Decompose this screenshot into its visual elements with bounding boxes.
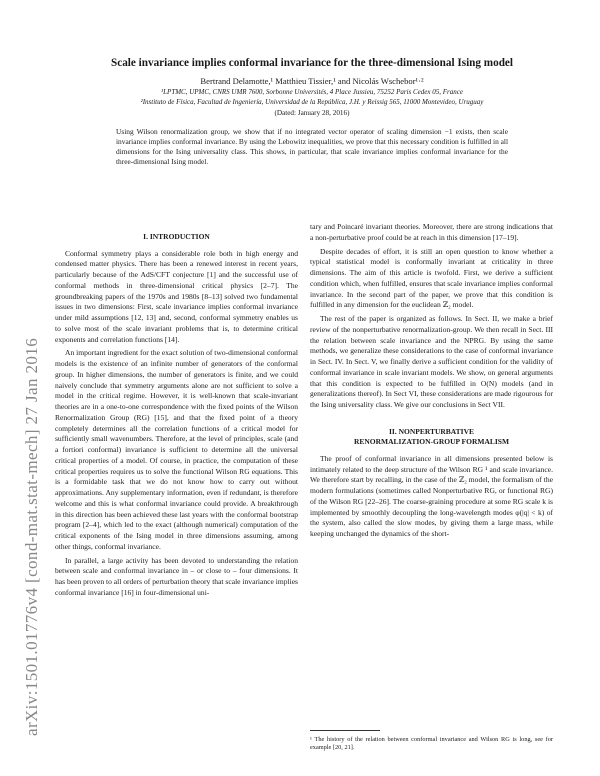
paragraph: In parallel, a large activity has been devoted to understanding the relation between scale and conformal invariance in – or close to – four dimensions. It has been proven to all orders of perturbation theory that scale invariance implies conformal invariance [16] in four-dimensional uni- <box>55 555 298 597</box>
author-list: Bertrand Delamotte,¹ Matthieu Tissier,¹ and Nicolás Wschebor¹·² <box>200 76 424 86</box>
affiliation-2: ²Instituto de Física, Facultad de Ingeniería, Universidad de la República, J.H. y Reissig 565, 11000 Montevideo, Uruguay <box>140 98 484 106</box>
abstract: Using Wilson renormalization group, we show that if no integrated vector operator of scaling dimension −1 exists, then scale invariance implies conformal invariance. By using the Lebowitz inequalities, we prove that this necessary condition is fulfilled in all dimensions for the Ising universality class. This shows, in particular, that scale invariance implies conformal invariance for the three-dimensional Ising model. <box>116 127 509 167</box>
affiliation-1: ¹LPTMC, UPMC, CNRS UMR 7600, Sorbonne Universités, 4 Place Jussieu, 75252 Paris Cedex 05, France <box>161 88 463 96</box>
arxiv-stamp-margin <box>6 160 41 760</box>
section-heading-nprg-line1: II. NONPERTURBATIVE <box>388 426 475 436</box>
paragraph: The rest of the paper is organized as follows. In Sect. II, we make a brief review of the nonperturbative renormalization-group. We then recall in Sect. III the relation between scale invariance and the NPRG. By using the same methods, we generalize these considerations to the case of conformal invariance in Sect. IV. In Sect. V, we finally derive a sufficient condition for the validity of conformal invariance in scale invariant models. We show, on general arguments that this condition is expected to be fulfilled in O(N) models (and in generalizations thereof). In Sect VI, these considerations are made rigourous for the Ising universality class. We give our conclusions in Sect VII. <box>310 314 553 409</box>
paragraph: The proof of conformal invariance in all dimensions presented below is intimately related to the deep structure of the Wilson RG ¹ and scale invariance. We therefore start by recalling, in the case of the ℤ₂ model, the formalism of the modern formulations (sometimes called Nonperturbative RG, or functional RG) of the Wilson RG [22–26]. The coarse-graining procedure at some RG scale k is implemented by smoothly decoupling the long-wavelength modes φ(|q| < k) of the system, also called the slow modes, by giving them a large mass, while keeping unchanged the dynamics of the short- <box>310 453 553 538</box>
section-heading-nprg-line2: RENORMALIZATION-GROUP FORMALISM <box>353 437 510 447</box>
paragraph: tary and Poincaré invariant theories. Moreover, there are strong indications that a non-perturbative proof could be at reach in this dimension [17–19]. <box>310 222 553 242</box>
footnote: ¹ The history of the relation between conformal invariance and Wilson RG is long, see for example [20, 21]. <box>310 736 553 752</box>
arxiv-stamp: arXiv:1501.01776v4 [cond-mat.stat-mech] 27 Jan 2016 <box>22 337 41 736</box>
paragraph: An important ingredient for the exact solution of two-dimensional conformal models is the existence of an infinite number of generators of the conformal group. In higher dimensions, the number of generators is finite, and we could naively conclude that symmetry arguments alone are not sufficient to solve a model in the critical regime. However, it is well-known that scale-invariant theories are in a one-to-one correspondence with the fixed points of the Wilson Renormalization Group (RG) [15], and that the fixed point of a theory completely determines all the correlation functions of a critical model for sufficiently small wavenumbers. Therefore, at the level of principles, scale (and a fortiori conformal) invariance is sufficient to determine all the universal critical properties of a model. Of course, in practice, the computation of these critical properties requires us to solve the functional Wilson RG equations. This is a formidable task that we do not know how to carry out without approximations. Any supplementary information, even if redundant, is therefore welcome and this is what conformal invariance could provide. A breakthrough in this direction has been achieved these last years with the conformal bootstrap program [2–4], which led to the exact (although numerical) computation of the critical exponents of the Ising model in three dimensions assuming, among other things, conformal invariance. <box>55 348 298 551</box>
left-column <box>55 232 298 599</box>
date-line: (Dated: January 28, 2016) <box>274 109 350 117</box>
paragraph: Conformal symmetry plays a considerable role both in high energy and condensed matter physics. There has been a renewed interest in recent years, particularly because of the AdS/CFT conjecture [1] and the successful use of conformal methods in three-dimensional critical physics [2–7]. The groundbreaking papers of the 1970s and 1980s [8–13] solved two fundamental issues in two dimensions: First, scale invariance implies conformal invariance under mild assumptions [12, 13] and, second, conformal symmetry enables us to solve most of the scale invariant problems that is, to determine critical exponents and correlation functions [14]. <box>55 248 298 344</box>
right-column <box>310 222 553 540</box>
paper-title: Scale invariance implies conformal invariance for the three-dimensional Ising model <box>111 57 513 69</box>
section-heading-introduction: I. INTRODUCTION <box>143 232 210 241</box>
footnote-divider <box>310 730 380 731</box>
paragraph: Despite decades of effort, it is still an open question to know whether a typical statistical model is conformally invariant at criticality in three dimensions. The aim of this article is twofold. First, we derive a sufficient condition which, when fulfilled, ensures that scale invariance implies conformal invariance. In the second part of the paper, we prove that this condition is fulfilled in any dimension for the euclidean ℤ₂ model. <box>310 246 553 310</box>
